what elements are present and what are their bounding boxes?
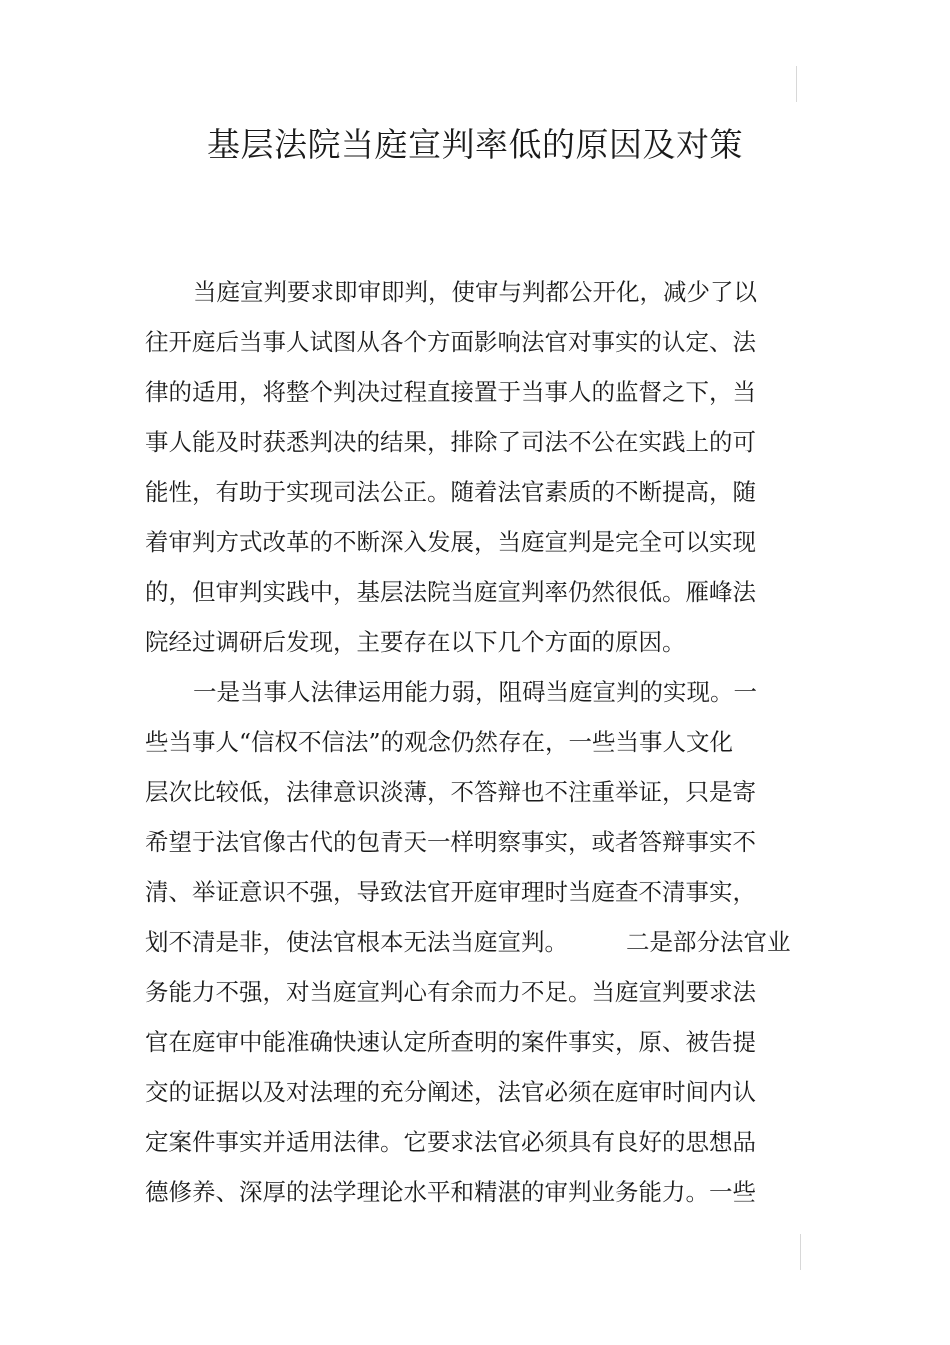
page-corner-mark xyxy=(800,1234,801,1270)
body-line: 定案件事实并适用法律。它要求法官必须具有良好的思想品 xyxy=(145,1128,756,1156)
body-line: 当庭宣判要求即审即判，使审与判都公开化，减少了以 xyxy=(193,278,757,306)
body-line: 希望于法官像古代的包青天一样明察事实，或者答辩事实不 xyxy=(145,828,756,856)
body-line: 院经过调研后发现，主要存在以下几个方面的原因。 xyxy=(145,628,686,656)
body-line: 往开庭后当事人试图从各个方面影响法官对事实的认定、法 xyxy=(145,328,756,356)
body-line: 律的适用，将整个判决过程直接置于当事人的监督之下，当 xyxy=(145,378,756,406)
body-line: 二是部分法官业 xyxy=(626,928,791,956)
body-line: 事人能及时获悉判决的结果，排除了司法不公在实践上的可 xyxy=(145,428,756,456)
body-line: 能性，有助于实现司法公正。随着法官素质的不断提高，随 xyxy=(145,478,756,506)
body-line: 一是当事人法律运用能力弱，阻碍当庭宣判的实现。一 xyxy=(193,678,757,706)
body-line: 清、举证意识不强，导致法官开庭审理时当庭查不清事实， xyxy=(145,878,756,906)
body-line: 着审判方式改革的不断深入发展，当庭宣判是完全可以实现 xyxy=(145,528,756,556)
body-line: 交的证据以及对法理的充分阐述，法官必须在庭审时间内认 xyxy=(145,1078,756,1106)
body-line: 务能力不强，对当庭宣判心有余而力不足。当庭宣判要求法 xyxy=(145,978,756,1006)
document-title: 基层法院当庭宣判率低的原因及对策 xyxy=(207,125,743,164)
body-line: 德修养、深厚的法学理论水平和精湛的审判业务能力。一些 xyxy=(145,1178,756,1206)
body-line: 官在庭审中能准确快速认定所查明的案件事实，原、被告提 xyxy=(145,1028,756,1056)
body-line: 些当事人“信权不信法”的观念仍然存在，一些当事人文化 xyxy=(145,728,734,756)
page-corner-mark xyxy=(796,66,797,102)
body-line: 划不清是非，使法官根本无法当庭宣判。 xyxy=(145,928,568,956)
body-line: 层次比较低，法律意识淡薄，不答辩也不注重举证，只是寄 xyxy=(145,778,756,806)
body-line: 的，但审判实践中，基层法院当庭宣判率仍然很低。雁峰法 xyxy=(145,578,756,606)
